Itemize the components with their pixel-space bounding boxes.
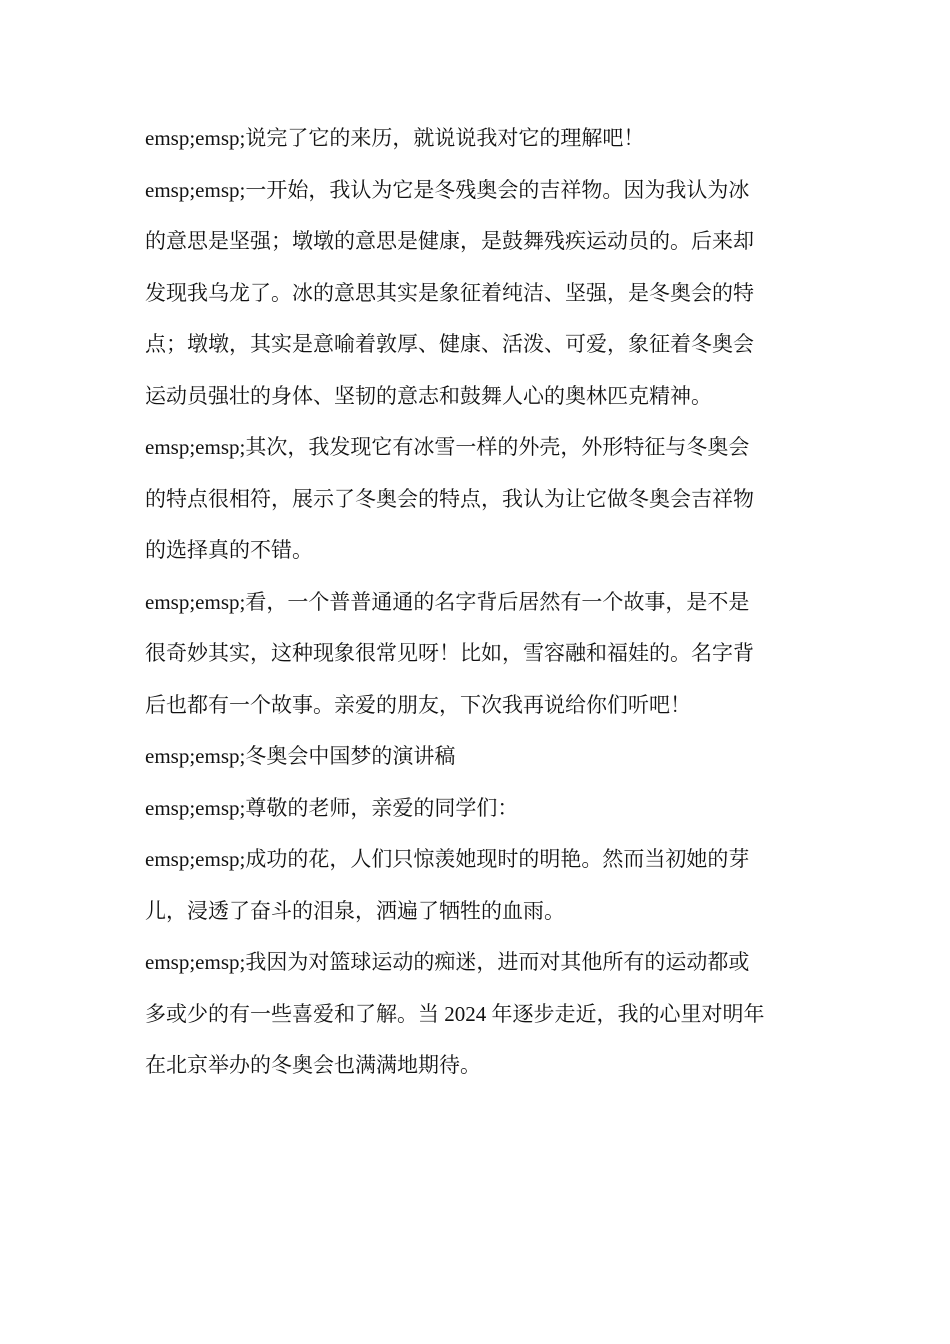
text-line: 的选择真的不错。 bbox=[145, 538, 313, 562]
text-line: emsp;emsp;看，一个普普通通的名字背后居然有一个故事，是不是 bbox=[145, 589, 750, 614]
text-line: emsp;emsp;说完了它的来历，就说说我对它的理解吧！ bbox=[145, 126, 645, 150]
text-line: emsp;emsp;尊敬的老师，亲爱的同学们： bbox=[145, 795, 519, 820]
text-line: 运动员强壮的身体、坚韧的意志和鼓舞人心的奥林匹克精神。 bbox=[145, 383, 712, 408]
text-line: emsp;emsp;冬奥会中国梦的演讲稿 bbox=[145, 744, 456, 768]
text-line: emsp;emsp;一开始，我认为它是冬残奥会的吉祥物。因为我认为冰 bbox=[145, 177, 750, 202]
text-line: emsp;emsp;其次，我发现它有冰雪一样的外壳，外形特征与冬奥会 bbox=[145, 435, 750, 459]
text-line: 儿，浸透了奋斗的泪泉，洒遍了牺牲的血雨。 bbox=[145, 898, 565, 923]
document-body bbox=[145, 113, 805, 1092]
text-line: 多或少的有一些喜爱和了解。当 2024 年逐步走近，我的心里对明年 bbox=[145, 1001, 765, 1026]
text-line: 点；墩墩，其实是意喻着敦厚、健康、活泼、可爱，象征着冬奥会 bbox=[145, 332, 754, 356]
text-line: 发现我乌龙了。冰的意思其实是象征着纯洁、坚强，是冬奥会的特 bbox=[145, 280, 754, 305]
text-line: emsp;emsp;我因为对篮球运动的痴迷，进而对其他所有的运动都或 bbox=[145, 950, 750, 974]
text-line: 的特点很相符，展示了冬奥会的特点，我认为让它做冬奥会吉祥物 bbox=[145, 486, 754, 511]
text-line: 在北京举办的冬奥会也满满地期待。 bbox=[145, 1053, 481, 1077]
text-line: emsp;emsp;成功的花，人们只惊羡她现时的明艳。然而当初她的芽 bbox=[145, 847, 750, 871]
text-line: 很奇妙其实，这种现象很常见呀！比如，雪容融和福娃的。名字背 bbox=[145, 641, 754, 665]
text-line: 的意思是坚强；墩墩的意思是健康，是鼓舞残疾运动员的。后来却 bbox=[145, 229, 754, 253]
text-line: 后也都有一个故事。亲爱的朋友，下次我再说给你们听吧！ bbox=[145, 692, 691, 717]
